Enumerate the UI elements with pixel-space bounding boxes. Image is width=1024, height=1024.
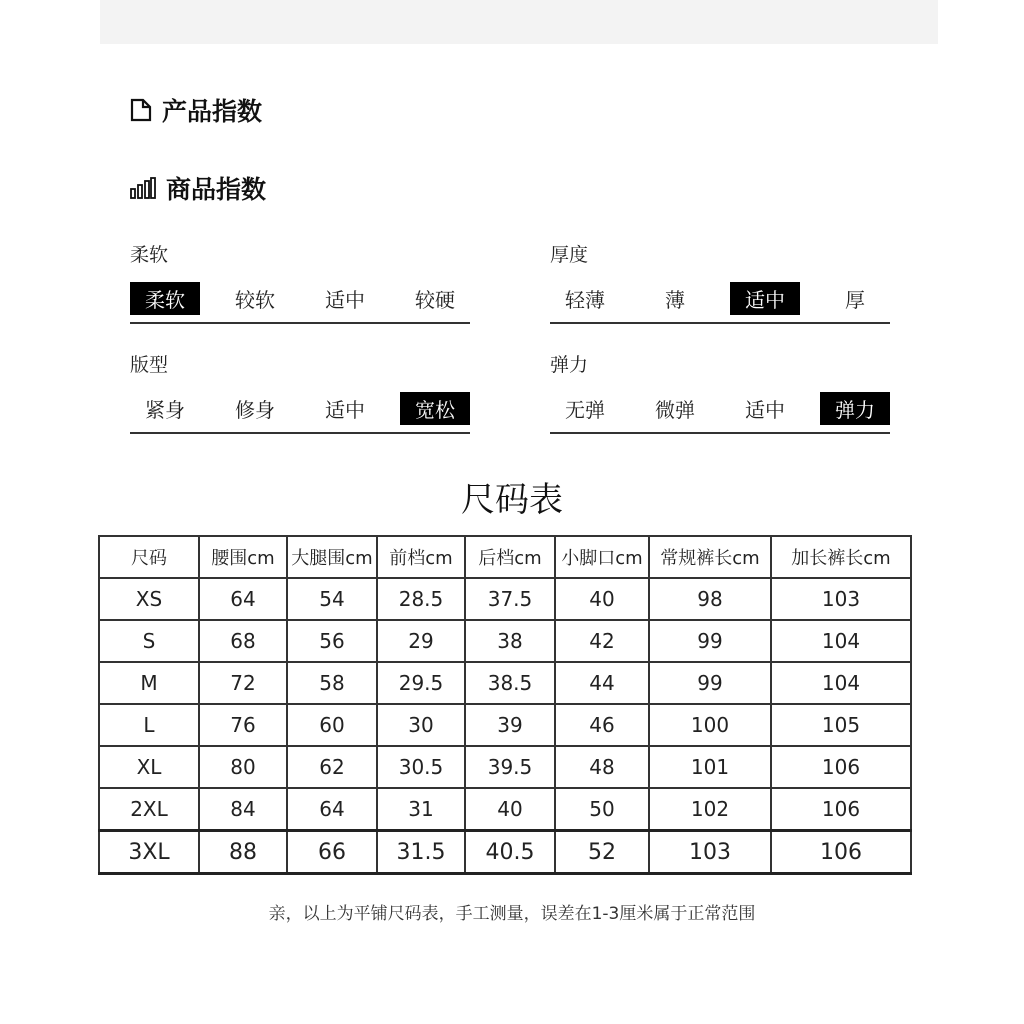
size-chart-title: 尺码表 <box>461 480 563 520</box>
table-cell: 30.5 <box>377 746 465 788</box>
table-cell: 38.5 <box>465 662 555 704</box>
table-row <box>99 704 911 746</box>
table-cell: 64 <box>199 578 287 620</box>
table-cell: 64 <box>287 788 377 831</box>
metric-options <box>130 282 470 324</box>
metric-option: 紧身 <box>145 397 185 422</box>
metric-fit <box>130 350 470 434</box>
table-cell: 98 <box>649 578 771 620</box>
metric-option: 较软 <box>235 287 275 312</box>
table-cell: 56 <box>287 620 377 662</box>
metric-option: 宽松 <box>400 392 470 425</box>
table-cell: 105 <box>771 704 911 746</box>
table-cell: 常规裤长cm <box>649 536 771 578</box>
table-cell: 106 <box>771 746 911 788</box>
table-cell: 29.5 <box>377 662 465 704</box>
metric-thickness <box>550 240 890 324</box>
table-row <box>99 662 911 704</box>
table-cell: 54 <box>287 578 377 620</box>
metric-label: 弹力 <box>550 354 589 376</box>
table-cell: 42 <box>555 620 649 662</box>
product-index-heading <box>130 92 262 128</box>
metric-label: 柔软 <box>130 244 169 266</box>
table-cell: 104 <box>771 662 911 704</box>
document-icon <box>130 98 152 122</box>
table-cell: 腰围cm <box>199 536 287 578</box>
metric-option: 微弹 <box>655 397 695 422</box>
metric-option: 柔软 <box>130 282 200 315</box>
metric-option: 适中 <box>325 397 365 422</box>
product-index-title: 产品指数 <box>162 97 263 126</box>
bar-chart-icon <box>130 177 156 199</box>
metric-option: 适中 <box>730 282 800 315</box>
table-cell: 40 <box>555 578 649 620</box>
table-cell: 103 <box>649 831 771 874</box>
table-cell: 尺码 <box>99 536 199 578</box>
table-cell: 30 <box>377 704 465 746</box>
table-cell: 38 <box>465 620 555 662</box>
goods-index-heading <box>130 170 266 206</box>
table-row <box>99 578 911 620</box>
metric-softness <box>130 240 470 324</box>
table-cell: 44 <box>555 662 649 704</box>
metric-label: 厚度 <box>550 244 589 266</box>
table-cell: 40 <box>465 788 555 831</box>
metric-option: 适中 <box>745 397 785 422</box>
table-row <box>99 831 911 874</box>
table-cell: S <box>99 620 199 662</box>
table-cell: XL <box>99 746 199 788</box>
table-cell: 后档cm <box>465 536 555 578</box>
table-cell: 84 <box>199 788 287 831</box>
metric-elasticity <box>550 350 890 434</box>
table-cell: 前档cm <box>377 536 465 578</box>
table-cell: 29 <box>377 620 465 662</box>
metric-label: 版型 <box>130 354 169 376</box>
table-cell: L <box>99 704 199 746</box>
table-cell: 76 <box>199 704 287 746</box>
table-row <box>99 620 911 662</box>
table-cell: 37.5 <box>465 578 555 620</box>
table-cell: 31.5 <box>377 831 465 874</box>
table-cell: 60 <box>287 704 377 746</box>
table-cell: M <box>99 662 199 704</box>
table-cell: 46 <box>555 704 649 746</box>
metric-option: 无弹 <box>565 397 605 422</box>
metric-option: 薄 <box>665 287 685 312</box>
metric-option: 轻薄 <box>565 287 605 312</box>
metric-option: 修身 <box>235 397 275 422</box>
table-cell: 103 <box>771 578 911 620</box>
table-cell: 68 <box>199 620 287 662</box>
table-cell: 72 <box>199 662 287 704</box>
table-cell: 31 <box>377 788 465 831</box>
table-cell: 50 <box>555 788 649 831</box>
table-cell: 28.5 <box>377 578 465 620</box>
metric-options <box>550 392 890 434</box>
table-cell: XS <box>99 578 199 620</box>
table-cell: 小脚口cm <box>555 536 649 578</box>
table-cell: 48 <box>555 746 649 788</box>
table-cell: 66 <box>287 831 377 874</box>
table-row <box>99 788 911 831</box>
metric-option: 厚 <box>845 287 865 312</box>
footnote: 亲，以上为平铺尺码表，手工测量，误差在1-3厘米属于正常范围 <box>268 904 756 924</box>
table-row <box>99 746 911 788</box>
metric-options <box>130 392 470 434</box>
table-cell: 101 <box>649 746 771 788</box>
metric-option: 适中 <box>325 287 365 312</box>
table-cell: 大腿围cm <box>287 536 377 578</box>
table-cell: 88 <box>199 831 287 874</box>
table-cell: 106 <box>771 831 911 874</box>
table-cell: 106 <box>771 788 911 831</box>
table-cell: 39 <box>465 704 555 746</box>
metric-options <box>550 282 890 324</box>
table-cell: 100 <box>649 704 771 746</box>
table-cell: 2XL <box>99 788 199 831</box>
metric-option: 较硬 <box>415 287 455 312</box>
metric-option: 弹力 <box>820 392 890 425</box>
size-chart-table <box>98 535 912 875</box>
table-cell: 102 <box>649 788 771 831</box>
table-cell: 加长裤长cm <box>771 536 911 578</box>
table-cell: 104 <box>771 620 911 662</box>
goods-index-title: 商品指数 <box>166 175 267 204</box>
table-cell: 99 <box>649 620 771 662</box>
top-banner <box>100 0 938 44</box>
table-cell: 62 <box>287 746 377 788</box>
table-cell: 39.5 <box>465 746 555 788</box>
table-cell: 52 <box>555 831 649 874</box>
table-cell: 58 <box>287 662 377 704</box>
table-cell: 99 <box>649 662 771 704</box>
table-cell: 3XL <box>99 831 199 874</box>
table-cell: 80 <box>199 746 287 788</box>
table-header-row <box>99 536 911 578</box>
table-cell: 40.5 <box>465 831 555 874</box>
